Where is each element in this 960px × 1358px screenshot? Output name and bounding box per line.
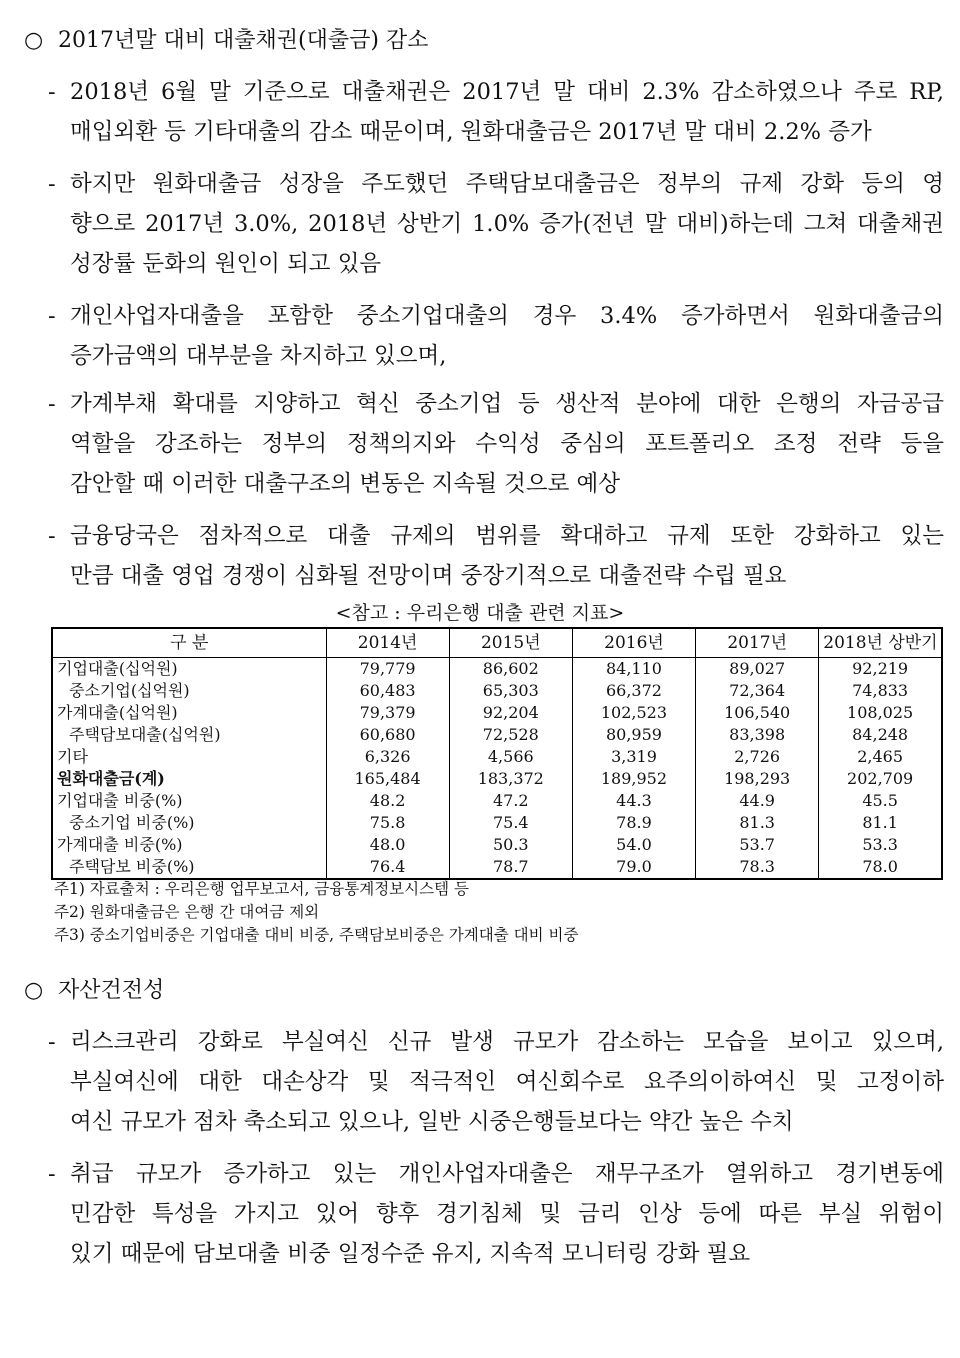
bullet-line: 하지만 원화대출금 성장을 주도했던 주택담보대출금은 정부의 규제 강화 등의 영	[70, 171, 944, 197]
table-note: 주2) 원화대출금은 은행 간 대여금 제외	[54, 903, 320, 921]
table-row-total	[52, 768, 942, 790]
table-cell: 60,680	[326, 724, 449, 746]
table-cell: 6,326	[326, 746, 449, 768]
section1-heading	[24, 26, 428, 56]
table-cell: 54.0	[572, 834, 695, 856]
row-label: 중소기업(십억원)	[52, 680, 326, 702]
table-cell: 75.8	[326, 812, 449, 834]
table-note: 주1) 자료출처 : 우리은행 업무보고서, 금융통계정보시스템 등	[54, 880, 469, 898]
table-cell: 44.9	[696, 790, 819, 812]
row-label: 기업대출 비중(%)	[52, 790, 326, 812]
table-cell: 102,523	[572, 702, 695, 724]
table-cell: 79,779	[326, 658, 449, 681]
bullet-dash: -	[48, 303, 56, 329]
bullet-line: 가계부채 확대를 지양하고 혁신 중소기업 등 생산적 분야에 대한 은행의 자금공급	[70, 391, 944, 417]
table-cell: 89,027	[696, 658, 819, 681]
table-cell: 106,540	[696, 702, 819, 724]
row-label: 기타	[52, 746, 326, 768]
table-note: 주3) 중소기업비중은 기업대출 대비 비중, 주택담보비중은 가계대출 대비 비중	[54, 926, 579, 944]
table-cell: 84,248	[819, 724, 942, 746]
row-label: 원화대출금(계)	[52, 768, 326, 790]
bullet-line: 개인사업자대출을 포함한 중소기업대출의 경우 3.4% 증가하면서 원화대출금의	[70, 303, 944, 329]
table-notes	[54, 878, 578, 947]
table-row	[52, 834, 942, 856]
section2-bullet-2	[48, 1154, 944, 1274]
bullet-line: 취급 규모가 증가하고 있는 개인사업자대출은 재무구조가 열위하고 경기변동에	[70, 1161, 944, 1187]
table-cell: 86,602	[449, 658, 572, 681]
bullet-line: 증가금액의 대부분을 차지하고 있으며,	[70, 343, 447, 369]
bullet-line: 매입외환 등 기타대출의 감소 때문이며, 원화대출금은 2017년 말 대비 2.2% 증가	[70, 119, 872, 145]
table-cell: 2,465	[819, 746, 942, 768]
row-label: 주택담보대출(십억원)	[52, 724, 326, 746]
bullet-line: 감안할 때 이러한 대출구조의 변동은 지속될 것으로 예상	[70, 471, 620, 497]
table-cell: 48.2	[326, 790, 449, 812]
table-cell: 198,293	[696, 768, 819, 790]
bullet-dash: -	[48, 79, 56, 105]
section1-bullet-2	[48, 164, 944, 284]
bullet-line: 만큼 대출 영업 경쟁이 심화될 전망이며 중장기적으로 대출전략 수립 필요	[70, 563, 787, 589]
bullet-dash: -	[48, 171, 56, 197]
table-cell: 81.1	[819, 812, 942, 834]
table-cell: 80,959	[572, 724, 695, 746]
table-cell: 92,204	[449, 702, 572, 724]
row-label: 주택담보 비중(%)	[52, 856, 326, 879]
table-cell: 48.0	[326, 834, 449, 856]
table-row	[52, 790, 942, 812]
bullet-line: 성장률 둔화의 원인이 되고 있음	[70, 251, 382, 277]
table-cell: 78.7	[449, 856, 572, 879]
table-cell: 2,726	[696, 746, 819, 768]
table-cell: 74,833	[819, 680, 942, 702]
section1-bullet-3	[48, 296, 944, 376]
table-cell: 183,372	[449, 768, 572, 790]
table-cell: 84,110	[572, 658, 695, 681]
section1-bullet-1	[48, 72, 944, 152]
table-cell: 66,372	[572, 680, 695, 702]
row-label: 기업대출(십억원)	[52, 658, 326, 681]
table-header-cell: 2016년	[572, 628, 695, 658]
bullet-line: 있기 때문에 담보대출 비중 일정수준 유지, 지속적 모니터링 강화 필요	[70, 1241, 751, 1267]
table-cell: 76.4	[326, 856, 449, 879]
table-cell: 75.4	[449, 812, 572, 834]
section1-bullet-4	[48, 384, 944, 504]
table-cell: 79.0	[572, 856, 695, 879]
table-cell: 81.3	[696, 812, 819, 834]
section2-circle-marker: ○	[24, 978, 44, 1003]
table-cell: 60,483	[326, 680, 449, 702]
loan-indicator-table	[51, 627, 943, 880]
section1-circle-marker: ○	[24, 28, 44, 53]
table-header-cell: 2018년 상반기	[819, 628, 942, 658]
section2-bullet-1	[48, 1022, 944, 1142]
table-row	[52, 702, 942, 724]
table-row	[52, 680, 942, 702]
bullet-line: 금융당국은 점차적으로 대출 규제의 범위를 확대하고 규제 또한 강화하고 있는	[70, 523, 944, 549]
row-label: 가계대출(십억원)	[52, 702, 326, 724]
bullet-line: 2018년 6월 말 기준으로 대출채권은 2017년 말 대비 2.3% 감소하였으나 주로 RP,	[70, 79, 944, 105]
table-cell: 50.3	[449, 834, 572, 856]
table-cell: 78.9	[572, 812, 695, 834]
table-cell: 45.5	[819, 790, 942, 812]
table-cell: 79,379	[326, 702, 449, 724]
table-header-row	[52, 628, 942, 658]
table-row	[52, 856, 942, 879]
table-header-cell: 2017년	[696, 628, 819, 658]
row-label: 중소기업 비중(%)	[52, 812, 326, 834]
section2-title: 자산건전성	[58, 978, 165, 1003]
table-cell: 72,528	[449, 724, 572, 746]
table-cell: 4,566	[449, 746, 572, 768]
table-cell: 65,303	[449, 680, 572, 702]
table-header-cell: 구 분	[52, 628, 326, 658]
table-cell: 165,484	[326, 768, 449, 790]
table-cell: 53.7	[696, 834, 819, 856]
section1-bullet-5	[48, 516, 944, 596]
table-cell: 44.3	[572, 790, 695, 812]
table-cell: 83,398	[696, 724, 819, 746]
bullet-dash: -	[48, 1029, 56, 1055]
section2-heading	[24, 976, 164, 1006]
table-header-cell: 2015년	[449, 628, 572, 658]
table-row	[52, 724, 942, 746]
bullet-line: 여신 규모가 점차 축소되고 있으나, 일반 시중은행들보다는 약간 높은 수치	[70, 1109, 794, 1135]
bullet-line: 리스크관리 강화로 부실여신 신규 발생 규모가 감소하는 모습을 보이고 있으며,	[70, 1029, 944, 1055]
table-cell: 202,709	[819, 768, 942, 790]
table-cell: 72,364	[696, 680, 819, 702]
bullet-dash: -	[48, 1161, 56, 1187]
table-cell: 53.3	[819, 834, 942, 856]
bullet-line: 역할을 강조하는 정부의 정책의지와 수익성 중심의 포트폴리오 조정 전략 등을	[70, 431, 944, 457]
table-cell: 92,219	[819, 658, 942, 681]
table-cell: 47.2	[449, 790, 572, 812]
table-cell: 3,319	[572, 746, 695, 768]
table-row	[52, 746, 942, 768]
table-cell: 78.3	[696, 856, 819, 879]
bullet-dash: -	[48, 391, 56, 417]
table-caption: <참고 : 우리은행 대출 관련 지표>	[335, 602, 625, 624]
table-row	[52, 658, 942, 681]
table-header-cell: 2014년	[326, 628, 449, 658]
bullet-dash: -	[48, 523, 56, 549]
bullet-line: 향으로 2017년 3.0%, 2018년 상반기 1.0% 증가(전년 말 대비)하는데 그쳐 대출채권	[70, 211, 944, 237]
bullet-line: 민감한 특성을 가지고 있어 향후 경기침체 및 금리 인상 등에 따른 부실 위험이	[70, 1201, 944, 1227]
row-label: 가계대출 비중(%)	[52, 834, 326, 856]
section1-title: 2017년말 대비 대출채권(대출금) 감소	[58, 28, 429, 53]
table-cell: 78.0	[819, 856, 942, 879]
table-cell: 189,952	[572, 768, 695, 790]
table-row	[52, 812, 942, 834]
table-cell: 108,025	[819, 702, 942, 724]
bullet-line: 부실여신에 대한 대손상각 및 적극적인 여신회수로 요주의이하여신 및 고정이하	[70, 1069, 944, 1095]
